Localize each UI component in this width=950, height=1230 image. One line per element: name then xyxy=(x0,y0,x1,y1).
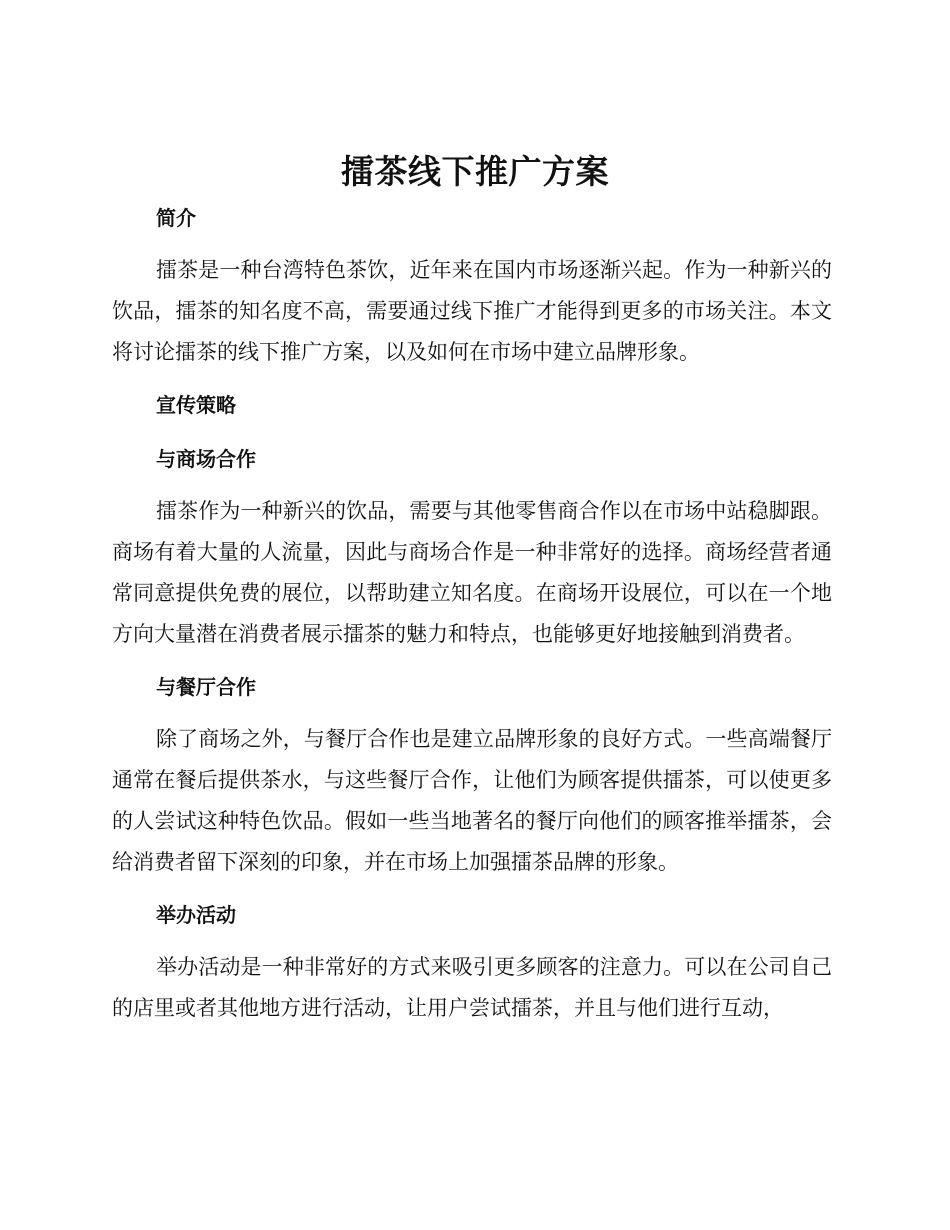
subsection-heading-restaurant: 与餐厅合作 xyxy=(156,675,256,699)
paragraph-mall: 擂茶作为一种新兴的饮品，需要与其他零售商合作以在市场中站稳脚跟。商场有着大量的人流量，因此与商场合作是一种非常好的选择。商场经营者通常同意提供免费的展位，以帮助建立知名度。在商场开设展位，可以在一个地方向大量潜在消费者展示擂茶的魅力和特点，也能够更好地接触到消费者。 xyxy=(112,499,832,646)
paragraph-intro: 擂茶是一种台湾特色茶饮，近年来在国内市场逐渐兴起。作为一种新兴的饮品，擂茶的知名度不高，需要通过线下推广才能得到更多的市场关注。本文将讨论擂茶的线下推广方案，以及如何在市场中建立品牌形象。 xyxy=(112,258,832,364)
section-heading-intro: 简介 xyxy=(156,206,196,230)
document-title: 擂茶线下推广方案 xyxy=(341,152,609,191)
subsection-heading-events: 举办活动 xyxy=(156,903,236,927)
paragraph-events: 举办活动是一种非常好的方式来吸引更多顾客的注意力。可以在公司自己的店里或者其他地方进行活动，让用户尝试擂茶，并且与他们进行互动， xyxy=(112,955,832,1020)
document-body xyxy=(112,198,832,1029)
subsection-heading-mall: 与商场合作 xyxy=(156,447,256,471)
paragraph-restaurant: 除了商场之外，与餐厅合作也是建立品牌形象的良好方式。一些高端餐厅通常在餐后提供茶水，与这些餐厅合作，让他们为顾客提供擂茶，可以使更多的人尝试这种特色饮品。假如一些当地著名的餐厅向他们的顾客推举擂茶，会给消费者留下深刻的印象，并在市场上加强擂茶品牌的形象。 xyxy=(112,727,832,874)
section-heading-strategy: 宣传策略 xyxy=(156,393,236,417)
